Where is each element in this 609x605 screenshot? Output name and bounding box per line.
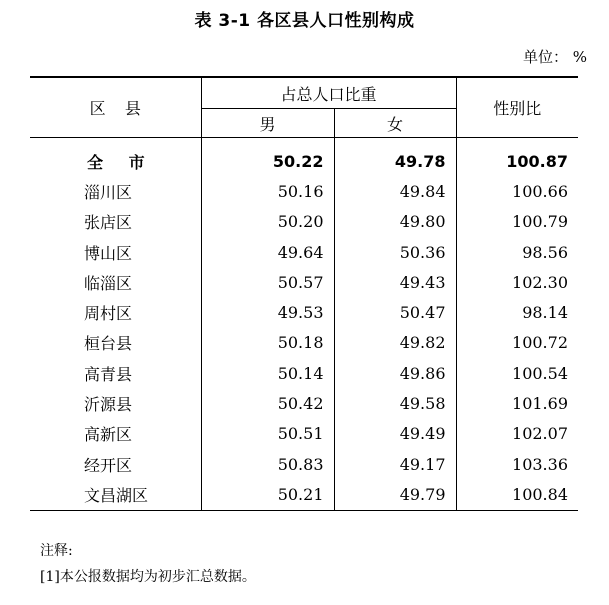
notes-heading: 注释: [40, 543, 73, 559]
row-male: 50.22 [201, 138, 334, 177]
table-row [30, 419, 578, 449]
row-female: 50.47 [334, 297, 456, 327]
row-name: 高新区 [84, 425, 133, 445]
row-female: 49.49 [334, 419, 456, 449]
row-name: 博山区 [84, 243, 133, 263]
table-row [30, 176, 578, 206]
row-ratio: 100.87 [456, 138, 578, 177]
row-male: 49.53 [201, 297, 334, 327]
row-name: 淄川区 [84, 182, 133, 202]
row-name: 临淄区 [84, 273, 133, 293]
header-region-label: 区县 [89, 99, 161, 118]
row-male: 50.51 [201, 419, 334, 449]
table-row [30, 449, 578, 479]
row-male: 49.64 [201, 237, 334, 267]
table-row [30, 328, 578, 358]
row-male: 50.20 [201, 207, 334, 237]
population-sex-table [30, 76, 578, 511]
notes-section [40, 538, 256, 590]
row-ratio: 100.84 [456, 479, 578, 510]
table-row [30, 358, 578, 388]
row-male: 50.42 [201, 388, 334, 418]
table-row [30, 479, 578, 510]
row-name: 全市 [87, 152, 171, 172]
row-ratio: 98.14 [456, 297, 578, 327]
row-female: 49.58 [334, 388, 456, 418]
header-male: 男 [201, 109, 334, 138]
row-name: 周村区 [84, 304, 133, 324]
row-male: 50.18 [201, 328, 334, 358]
row-ratio: 98.56 [456, 237, 578, 267]
row-name: 高青县 [84, 364, 133, 384]
row-ratio: 100.72 [456, 328, 578, 358]
row-ratio: 102.07 [456, 419, 578, 449]
row-female: 49.84 [334, 176, 456, 206]
row-ratio: 100.79 [456, 207, 578, 237]
row-ratio: 102.30 [456, 267, 578, 297]
row-name: 张店区 [84, 213, 133, 233]
row-female: 49.43 [334, 267, 456, 297]
row-female: 49.86 [334, 358, 456, 388]
header-sex-ratio: 性别比 [456, 77, 578, 138]
row-female: 49.80 [334, 207, 456, 237]
row-male: 50.57 [201, 267, 334, 297]
table-row [30, 237, 578, 267]
row-male: 50.14 [201, 358, 334, 388]
table-row-total [30, 138, 578, 177]
row-ratio: 100.66 [456, 176, 578, 206]
row-female: 49.82 [334, 328, 456, 358]
row-female: 50.36 [334, 237, 456, 267]
row-name: 沂源县 [84, 395, 133, 415]
table-row [30, 207, 578, 237]
row-male: 50.83 [201, 449, 334, 479]
table-row [30, 267, 578, 297]
note-item: [1]本公报数据均为初步汇总数据。 [40, 569, 256, 585]
row-male: 50.21 [201, 479, 334, 510]
header-region [30, 77, 201, 138]
row-female: 49.17 [334, 449, 456, 479]
row-name: 文昌湖区 [30, 479, 201, 510]
row-name: 桓台县 [84, 334, 133, 354]
header-female: 女 [334, 109, 456, 138]
table-title: 表 3-1 各区县人口性别构成 [194, 11, 415, 31]
row-ratio: 101.69 [456, 388, 578, 418]
row-female: 49.78 [334, 138, 456, 177]
header-share-group: 占总人口比重 [201, 77, 456, 109]
row-ratio: 100.54 [456, 358, 578, 388]
table-row [30, 297, 578, 327]
row-male: 50.16 [201, 176, 334, 206]
row-ratio: 103.36 [456, 449, 578, 479]
row-name: 经开区 [84, 455, 133, 475]
row-female: 49.79 [334, 479, 456, 510]
table-row [30, 388, 578, 418]
unit-label: 单位： % [522, 48, 587, 66]
